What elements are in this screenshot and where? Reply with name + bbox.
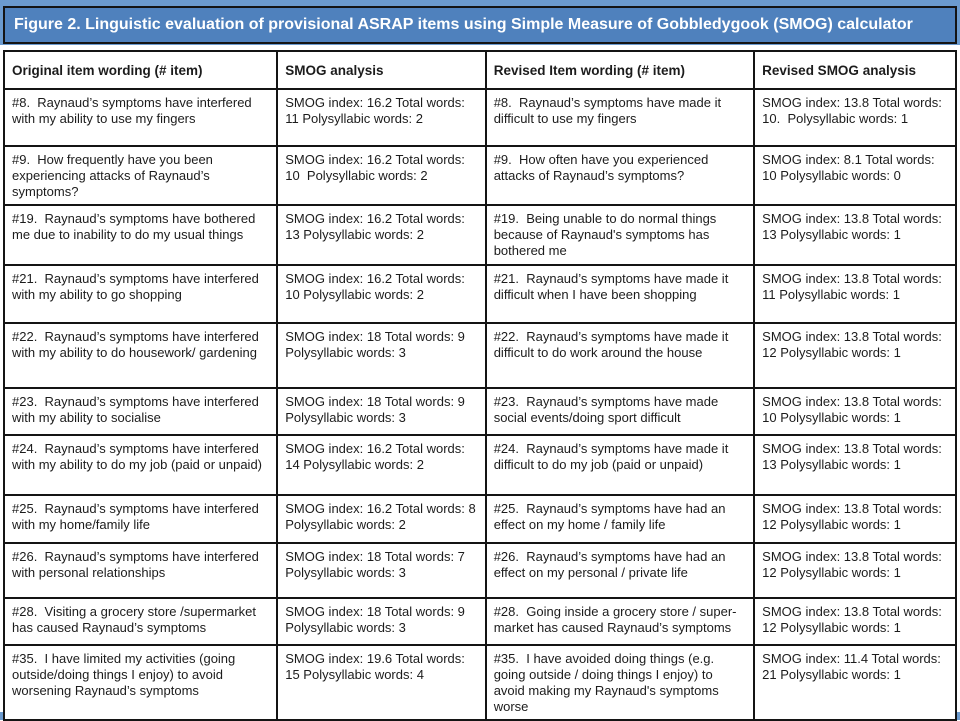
cell-smog-analysis: SMOG index: 16.2 Total words: 11 Polysyllabic words: 2: [277, 89, 485, 146]
col-header-original-wording: Original item wording (# item): [4, 51, 277, 89]
cell-revised-wording: #25. Raynaud’s symptoms have had an effect on my home / family life: [486, 495, 754, 543]
table-row: [4, 598, 956, 645]
cell-revised-smog: SMOG index: 13.8 Total words: 13 Polysyllabic words: 1: [754, 205, 956, 265]
table-row: [4, 265, 956, 323]
cell-revised-smog: SMOG index: 8.1 Total words: 10 Polysyllabic words: 0: [754, 146, 956, 205]
cell-revised-wording: #8. Raynaud’s symptoms have made it difficult to use my fingers: [486, 89, 754, 146]
smog-table: [3, 50, 957, 721]
cell-revised-wording: #22. Raynaud’s symptoms have made it difficult to do work around the house: [486, 323, 754, 388]
cell-smog-analysis: SMOG index: 16.2 Total words: 10 Polysyllabic words: 2: [277, 146, 485, 205]
cell-original-wording: #23. Raynaud’s symptoms have interfered with my ability to socialise: [4, 388, 277, 435]
table-row: [4, 146, 956, 205]
table-row: [4, 205, 956, 265]
smog-table-container: [3, 50, 957, 721]
cell-original-wording: #25. Raynaud’s symptoms have interfered with my home/family life: [4, 495, 277, 543]
cell-revised-wording: #21. Raynaud’s symptoms have made it difficult when I have been shopping: [486, 265, 754, 323]
cell-revised-wording: #23. Raynaud’s symptoms have made social events/doing sport difficult: [486, 388, 754, 435]
cell-revised-wording: #9. How often have you experienced attacks of Raynaud’s symptoms?: [486, 146, 754, 205]
cell-original-wording: #19. Raynaud’s symptoms have bothered me due to inability to do my usual things: [4, 205, 277, 265]
cell-revised-smog: SMOG index: 13.8 Total words: 10. Polysyllabic words: 1: [754, 89, 956, 146]
cell-smog-analysis: SMOG index: 16.2 Total words: 14 Polysyllabic words: 2: [277, 435, 485, 495]
cell-smog-analysis: SMOG index: 18 Total words: 9 Polysyllabic words: 3: [277, 323, 485, 388]
cell-original-wording: #8. Raynaud’s symptoms have interfered with my ability to use my fingers: [4, 89, 277, 146]
cell-smog-analysis: SMOG index: 18 Total words: 9 Polysyllabic words: 3: [277, 598, 485, 645]
col-header-revised-wording: Revised Item wording (# item): [486, 51, 754, 89]
cell-revised-wording: #35. I have avoided doing things (e.g. going outside / doing things I enjoy) to avoid making my Raynaud's symptoms worse: [486, 645, 754, 720]
cell-original-wording: #28. Visiting a grocery store /supermarket has caused Raynaud’s symptoms: [4, 598, 277, 645]
cell-smog-analysis: SMOG index: 19.6 Total words: 15 Polysyllabic words: 4: [277, 645, 485, 720]
cell-revised-wording: #26. Raynaud’s symptoms have had an effect on my personal / private life: [486, 543, 754, 598]
table-row: [4, 435, 956, 495]
cell-original-wording: #21. Raynaud’s symptoms have interfered with my ability to go shopping: [4, 265, 277, 323]
cell-smog-analysis: SMOG index: 16.2 Total words: 10 Polysyllabic words: 2: [277, 265, 485, 323]
col-header-revised-smog: Revised SMOG analysis: [754, 51, 956, 89]
cell-revised-smog: SMOG index: 13.8 Total words: 13 Polysyllabic words: 1: [754, 435, 956, 495]
cell-revised-smog: SMOG index: 13.8 Total words: 12 Polysyllabic words: 1: [754, 598, 956, 645]
cell-smog-analysis: SMOG index: 16.2 Total words: 8 Polysyllabic words: 2: [277, 495, 485, 543]
figure-title-bar: [3, 6, 957, 44]
cell-revised-smog: SMOG index: 11.4 Total words: 21 Polysyllabic words: 1: [754, 645, 956, 720]
table-row: [4, 89, 956, 146]
col-header-smog-analysis: SMOG analysis: [277, 51, 485, 89]
cell-revised-wording: #28. Going inside a grocery store / super-market has caused Raynaud’s symptoms: [486, 598, 754, 645]
figure-title: Figure 2. Linguistic evaluation of provisional ASRAP items using Simple Measure of Gobbledygook (SMOG) calculator: [14, 16, 913, 33]
table-row: [4, 543, 956, 598]
cell-original-wording: #9. How frequently have you been experiencing attacks of Raynaud’s symptoms?: [4, 146, 277, 205]
cell-revised-smog: SMOG index: 13.8 Total words: 12 Polysyllabic words: 1: [754, 323, 956, 388]
cell-original-wording: #26. Raynaud’s symptoms have interfered with personal relationships: [4, 543, 277, 598]
cell-revised-wording: #24. Raynaud’s symptoms have made it difficult to do my job (paid or unpaid): [486, 435, 754, 495]
cell-smog-analysis: SMOG index: 18 Total words: 9 Polysyllabic words: 3: [277, 388, 485, 435]
table-row: [4, 323, 956, 388]
cell-revised-smog: SMOG index: 13.8 Total words: 11 Polysyllabic words: 1: [754, 265, 956, 323]
cell-smog-analysis: SMOG index: 16.2 Total words: 13 Polysyllabic words: 2: [277, 205, 485, 265]
cell-original-wording: #24. Raynaud’s symptoms have interfered with my ability to do my job (paid or unpaid): [4, 435, 277, 495]
table-row: [4, 645, 956, 720]
cell-revised-smog: SMOG index: 13.8 Total words: 12 Polysyllabic words: 1: [754, 495, 956, 543]
cell-original-wording: #35. I have limited my activities (going outside/doing things I enjoy) to avoid worsening Raynaud’s symptoms: [4, 645, 277, 720]
table-row: [4, 495, 956, 543]
cell-original-wording: #22. Raynaud’s symptoms have interfered with my ability to do housework/ gardening: [4, 323, 277, 388]
table-row: [4, 388, 956, 435]
cell-revised-smog: SMOG index: 13.8 Total words: 10 Polysyllabic words: 1: [754, 388, 956, 435]
cell-revised-wording: #19. Being unable to do normal things because of Raynaud's symptoms has bothered me: [486, 205, 754, 265]
cell-revised-smog: SMOG index: 13.8 Total words: 12 Polysyllabic words: 1: [754, 543, 956, 598]
cell-smog-analysis: SMOG index: 18 Total words: 7 Polysyllabic words: 3: [277, 543, 485, 598]
header-row: [4, 51, 956, 89]
